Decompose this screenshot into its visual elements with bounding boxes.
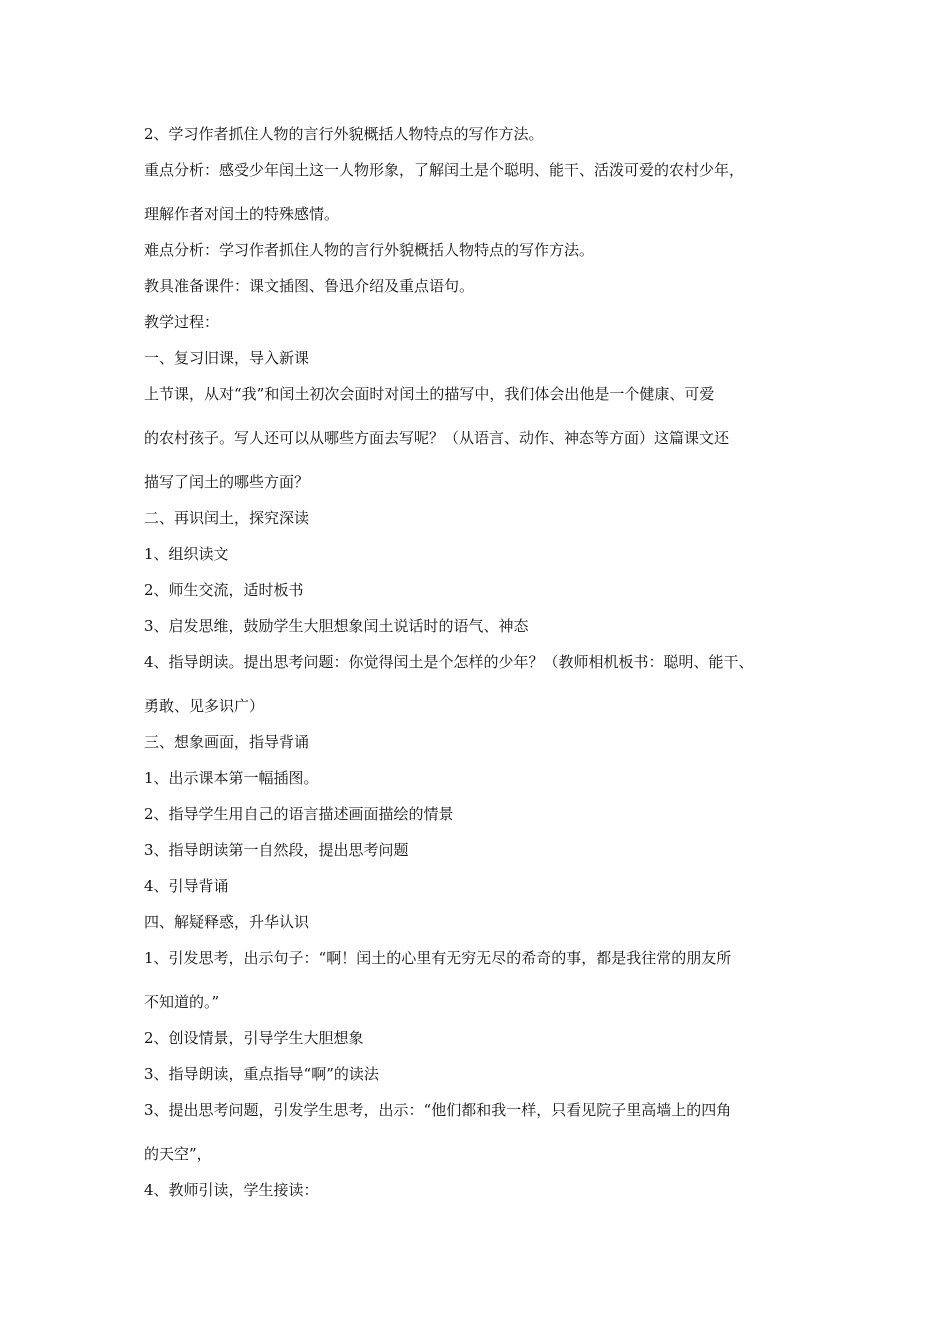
list-item: 1、引发思考，出示句子：“啊！闰土的心里有无穷无尽的希奇的事，都是我往常的朋友所 bbox=[144, 949, 732, 967]
list-item: 3、提出思考问题，引发学生思考，出示：“他们都和我一样，只看见院子里高墙上的四角 bbox=[144, 1101, 732, 1119]
text-line: 勇敢、见多识广） bbox=[144, 697, 265, 715]
list-item: 3、指导朗读第一自然段，提出思考问题 bbox=[144, 841, 409, 859]
text-line: 上节课，从对“我”和闰土初次会面时对闰土的描写中，我们体会出他是一个健康、可爱 bbox=[144, 385, 715, 403]
text-line: 的天空”， bbox=[144, 1145, 212, 1163]
list-item: 1、出示课本第一幅插图。 bbox=[144, 769, 319, 787]
text-line: 不知道的。” bbox=[144, 993, 220, 1011]
list-item: 3、指导朗读，重点指导“啊”的读法 bbox=[144, 1065, 379, 1083]
text-line: 描写了闰土的哪些方面？ bbox=[144, 473, 310, 491]
text-line: 重点分析：感受少年闰土这一人物形象，了解闰土是个聪明、能干、活泼可爱的农村少年， bbox=[144, 161, 745, 179]
text-line: 教学过程： bbox=[144, 313, 220, 331]
list-item: 3、启发思维，鼓励学生大胆想象闰土说话时的语气、神态 bbox=[144, 617, 529, 635]
document-body bbox=[144, 122, 824, 1202]
list-item: 1、组织读文 bbox=[144, 545, 229, 563]
list-item: 4、指导朗读。提出思考问题：你觉得闰土是个怎样的少年？（教师相机板书：聪明、能干、 bbox=[144, 653, 754, 671]
text-line: 理解作者对闰土的特殊感情。 bbox=[144, 205, 340, 223]
text-line: 2、学习作者抓住人物的言行外貌概括人物特点的写作方法。 bbox=[144, 125, 544, 143]
list-item: 2、创设情景，引导学生大胆想象 bbox=[144, 1029, 364, 1047]
list-item: 4、引导背诵 bbox=[144, 877, 229, 895]
section-heading: 三、想象画面，指导背诵 bbox=[144, 733, 310, 751]
text-line: 教具准备课件：课文插图、鲁迅介绍及重点语句。 bbox=[144, 277, 475, 295]
text-line: 的农村孩子。写人还可以从哪些方面去写呢？（从语言、动作、神态等方面）这篇课文还 bbox=[144, 429, 730, 447]
section-heading: 四、解疑释惑，升华认识 bbox=[144, 913, 310, 931]
section-heading: 二、再识闰土，探究深读 bbox=[144, 509, 310, 527]
text-line: 难点分析：学习作者抓住人物的言行外貌概括人物特点的写作方法。 bbox=[144, 241, 595, 259]
list-item: 4、教师引读，学生接读： bbox=[144, 1181, 319, 1199]
list-item: 2、指导学生用自己的语言描述画面描绘的情景 bbox=[144, 805, 454, 823]
list-item: 2、师生交流，适时板书 bbox=[144, 581, 304, 599]
section-heading: 一、复习旧课，导入新课 bbox=[144, 349, 310, 367]
